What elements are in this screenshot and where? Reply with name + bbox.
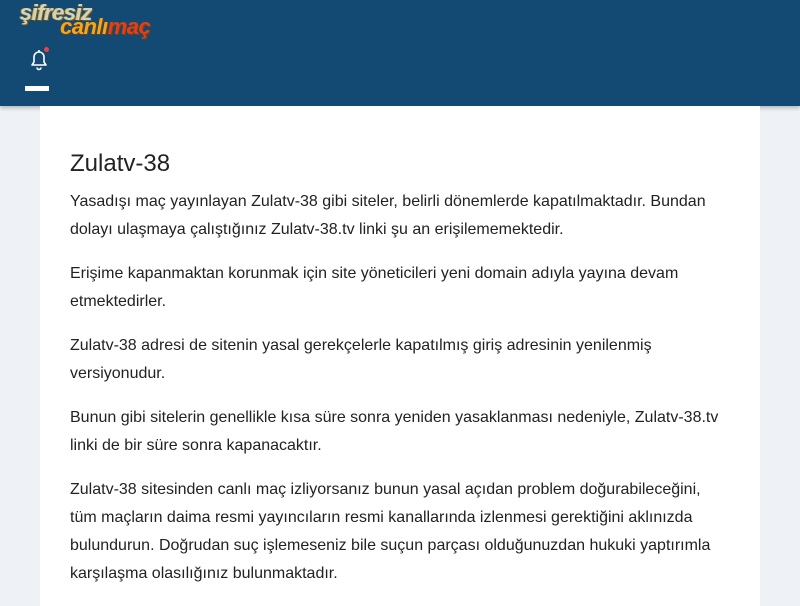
site-logo[interactable]	[20, 0, 170, 42]
paragraph: Zulatv-38 adresi de sitenin yasal gerekçelerle kapatılmış giriş adresinin yenilenmiş versiyonudur.	[70, 337, 652, 382]
article	[70, 150, 730, 604]
logo-text-2b: maç	[107, 14, 151, 39]
site-header	[0, 0, 800, 106]
paragraph: Yasadışı maç yayınlayan Zulatv-38 gibi siteler, belirli dönemlerde kapatılmaktadır. Bundan dolayı ulaşmaya çalıştığınız Zulatv-38.tv linki şu an erişilememektedir.	[70, 193, 706, 238]
notification-dot	[44, 47, 49, 52]
page-title: Zulatv-38	[70, 150, 171, 177]
paragraph: Erişime kapanmaktan korunmak için site yöneticileri yeni domain adıyla yayına devam etmektedirler.	[70, 265, 679, 310]
logo-text-1: şifresiz	[20, 0, 92, 25]
logo-text-2a: canlı	[60, 14, 108, 39]
menu-icon[interactable]	[25, 86, 49, 91]
logo-text-2	[60, 14, 150, 40]
paragraph: Bunun gibi sitelerin genellikle kısa süre sonra yeniden yasaklanması nedeniyle, Zulatv-38.tv linki de bir süre sonra kapanacaktır.	[70, 409, 719, 454]
paragraph: Zulatv-38 sitesinden canlı maç izliyorsanız bunun yasal açıdan problem doğurabileceğini, tüm maçların daima resmi yayıncıların resmi kanallarında izlenmesi gerektiğini aklınızda bulundurun. Doğrudan suç işlemeseniz bile suçun parçası olduğunuzdan hukuki yaptırımla karşılaşma olasılığınız bulunmaktadır.	[70, 481, 711, 582]
